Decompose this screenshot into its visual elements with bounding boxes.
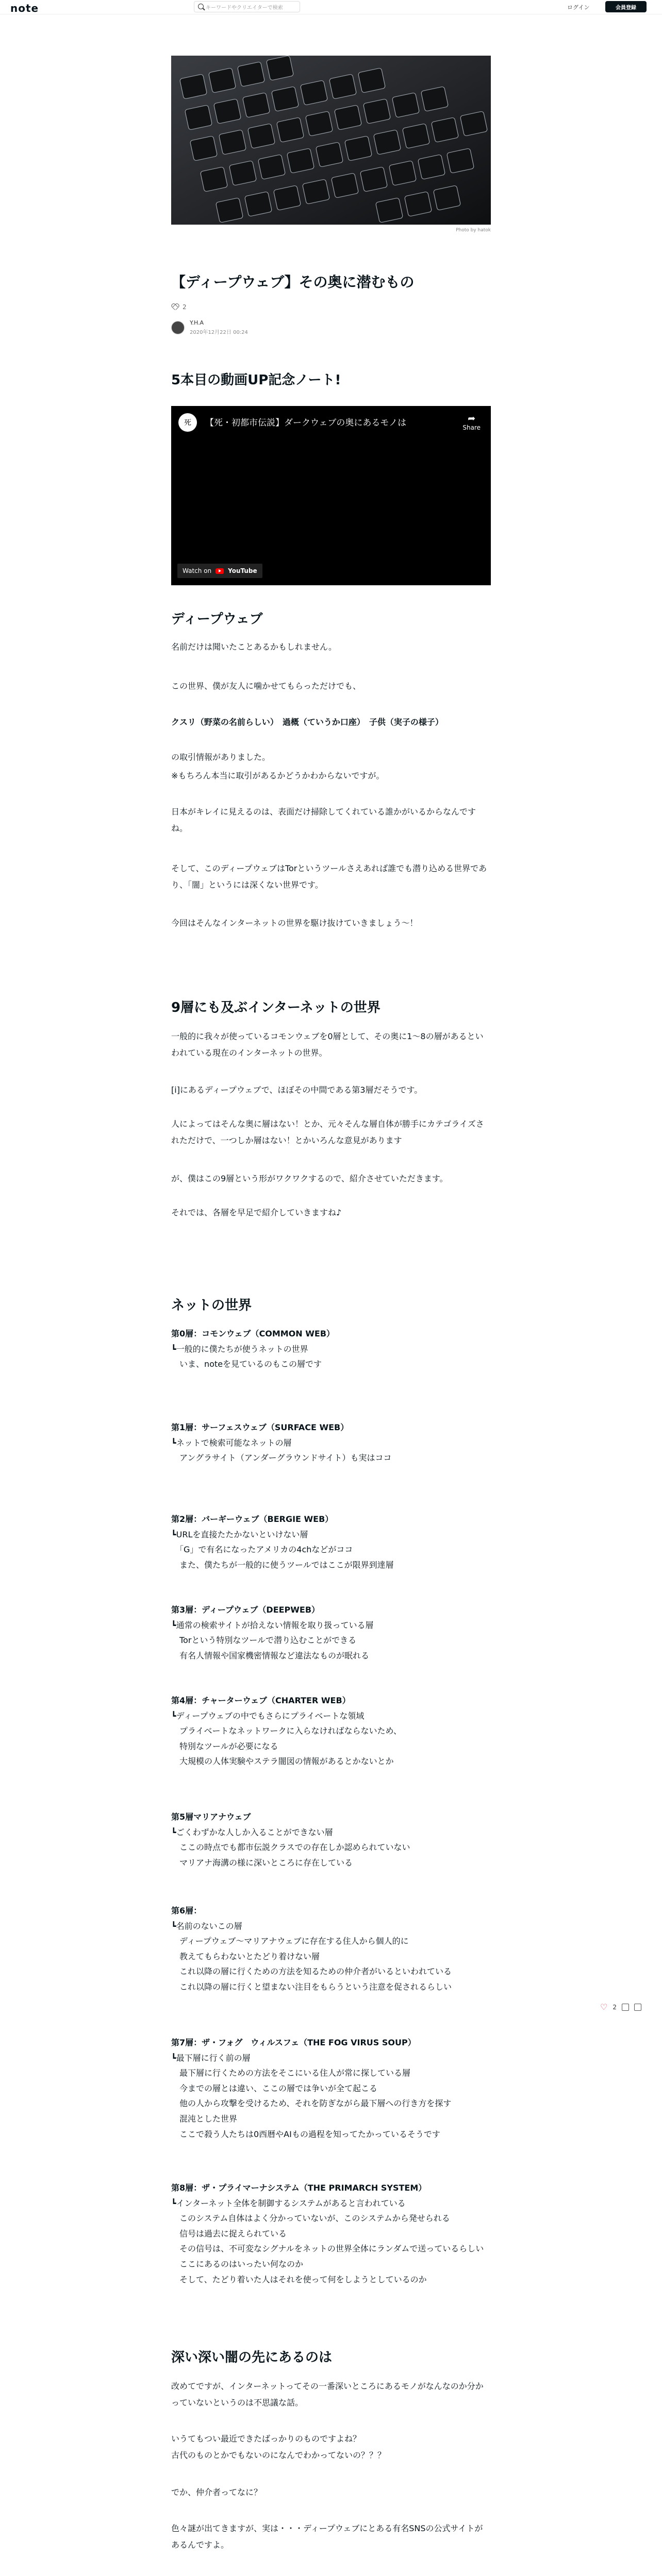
share-icon: ➦ <box>468 413 476 424</box>
layer-block <box>171 1809 491 1870</box>
layer-title: 第3層：ディープウェブ（DEEPWEB） <box>171 1605 320 1615</box>
layer-line: その信号は、不可変なシグナルをネットの世界全体にランダムで送っているらしい <box>171 2244 484 2254</box>
layer-line: 大規模の人体実験やステラ闇図の情報があるとかないとか <box>171 1756 394 1767</box>
login-link[interactable]: ログイン <box>567 4 590 11</box>
paragraph: クスリ（野菜の名前らしい） 過概（ていうか口座） 子供（実子の様子） <box>171 717 443 727</box>
paragraph: 今回はそんなインターネットの世界を駆け抜けていきましょう〜！ <box>171 918 418 928</box>
layer-line: ┗通常の検索サイトが拾えない情報を取り扱っている層 <box>171 1620 374 1630</box>
layer-block <box>171 1903 491 1995</box>
like-count[interactable]: 2 <box>613 2003 617 2011</box>
video-title[interactable]: 【死・初都市伝説】ダークウェブの奥にあるモノは <box>205 418 407 428</box>
floating-actions <box>600 2002 641 2012</box>
author-block[interactable] <box>171 319 248 335</box>
layer-line: 最下層に行くための方法をそこにいる住人が常に探している層 <box>171 2068 411 2078</box>
section-heading: ディープウェブ <box>171 612 263 627</box>
layer-line: これ以降の層に行くと望まない注目をもらうという注意を促されるらしい <box>171 1981 452 1992</box>
layer-line: このシステム自体はよく分かっていないが、このシステムから発せられる <box>171 2213 450 2224</box>
avatar[interactable] <box>171 321 185 334</box>
paragraph: 人によってはそんな奥に層はない！とか、元々そんな層自体が勝手にカテゴライズされただけで、一つしか層はない！とかいろんな意見があります <box>171 1119 484 1145</box>
layer-line: 今までの層とは違い、ここの層では争いが全て起こる <box>171 2083 378 2093</box>
paragraph <box>171 2574 491 2576</box>
note-logo[interactable]: note <box>10 2 39 14</box>
section-heading: ネットの世界 <box>171 1298 252 1313</box>
youtube-label: YouTube <box>228 567 257 574</box>
layer-title: 第8層：ザ・プライマーナシステム（THE PRIMARCH SYSTEM） <box>171 2183 427 2193</box>
register-button[interactable]: 会員登録 <box>605 1 647 12</box>
layer-title: 第4層：チャーターウェブ（CHARTER WEB） <box>171 1696 351 1705</box>
heart-icon[interactable]: ♡ <box>600 2002 608 2012</box>
publish-date: 2020年12月22日 00:24 <box>190 330 248 335</box>
share-label: Share <box>462 424 481 431</box>
heart-icon[interactable] <box>171 304 178 310</box>
like-row <box>171 303 187 311</box>
layer-line: また、僕たちが一般的に使うツールではここが限界到達層 <box>171 1560 394 1570</box>
layer-line: プライベートなネットワークに入らなければならないため、 <box>171 1726 402 1736</box>
layer-block <box>171 1326 491 1372</box>
layer-line: ここの時点でも都市伝説クラスでの存在しか認められていない <box>171 1842 410 1853</box>
paragraph: 改めてですが、インターネットってその一番深いところにあるモノがなんなのか分かっていないというのは不思議な話。 <box>171 2381 484 2408</box>
layer-title: 第0層：コモンウェブ（COMMON WEB） <box>171 1329 335 1338</box>
layer-line: 教えてもらわないとたどり着けない層 <box>171 1951 320 1961</box>
layer-line: いま、noteを見ているのもこの層です <box>171 1359 322 1369</box>
layer-line: 他の人から攻撃を受けるため、それを防ぎながら最下層への行き方を探す <box>171 2098 452 2109</box>
layer-line: ┗最下層に行く前の層 <box>171 2053 251 2063</box>
layer-line: マリアナ海溝の様に深いところに存在している <box>171 1857 353 1868</box>
section-heading: 深い深い闇の先にあるのは <box>171 2350 333 2365</box>
layer-line: ┗ごくわずかな人しか入ることができない層 <box>171 1827 333 1837</box>
layer-block <box>171 2180 491 2287</box>
paragraph: そして、このディープウェブはTorというツールさえあれば誰でも潜り込める世界であり、「闇」というには深くない世界です。 <box>171 863 487 890</box>
paragraph: が、僕はこの9層という形がワクワクするので、紹介させていただきます。 <box>171 1174 448 1183</box>
article-title: 【ディープウェブ】その奥に潜むもの <box>171 274 415 291</box>
paragraph: [i]にあるディープウェブで、ほぼその中間である第3層だそうです。 <box>171 1085 423 1095</box>
paragraph: いうてもつい最近できたばっかりのものですよね？ <box>171 2434 361 2444</box>
search-placeholder: キーワードやクリエイターで検索 <box>206 5 283 11</box>
layer-line: 有名人情報や国家機密情報など違法なものが眠れる <box>171 1650 370 1660</box>
layer-line: ここで殺う人たちは0西暦やAIもの過程を知ってたかっているそうです <box>171 2129 440 2139</box>
paragraph: 名前だけは聞いたことあるかもしれません。 <box>171 642 337 652</box>
paragraph: 色々謎が出てきますが、実は・・・ディープウェブにとある有名SNSの公式サイトがあるんですよ。 <box>171 2523 483 2550</box>
share-button[interactable] <box>462 413 481 431</box>
layer-title: 第1層：サーフェスウェブ（SURFACE WEB） <box>171 1422 349 1432</box>
layer-line: そして、たどり着いた人はそれを使って何をしようとしているのか <box>171 2274 427 2284</box>
layer-line: ディープウェブ〜マリアナウェブに存在する住人から個人的に <box>171 1936 409 1946</box>
like-count[interactable]: 2 <box>183 303 187 311</box>
paragraph: の取引情報がありました。 <box>171 752 271 762</box>
layer-line: Torという特別なツールで潜り込むことができる <box>171 1635 357 1646</box>
layer-title: 第6層： <box>171 1906 202 1916</box>
layer-line: ┗名前のないこの層 <box>171 1921 242 1931</box>
layer-line: ┗ネットで検索可能なネットの層 <box>171 1437 292 1448</box>
keyboard-photo <box>171 56 491 225</box>
paragraph: この世界、僕が友人に噛かせてもらっただけでも、 <box>171 681 361 691</box>
watch-on-youtube-button[interactable] <box>177 564 262 578</box>
search-icon <box>198 4 204 9</box>
youtube-icon <box>216 568 224 574</box>
layer-line: ここにあるのはいったい何なのか <box>171 2259 304 2269</box>
layer-line: 混沌とした世界 <box>171 2113 238 2124</box>
layer-block <box>171 1420 491 1466</box>
layer-title: 第2層：バーギーウェブ（BERGIE WEB） <box>171 1514 334 1524</box>
section-heading: 9層にも及ぶインターネットの世界 <box>171 1000 380 1015</box>
layer-line: ┗一般的に僕たちが使うネットの世界 <box>171 1344 308 1354</box>
share-icon[interactable] <box>634 2004 641 2011</box>
paragraph: 日本がキレイに見えるのは、表面だけ掃除してくれている誰かがいるからなんですね。 <box>171 807 476 833</box>
search-input[interactable] <box>194 1 300 12</box>
channel-icon[interactable]: 死 <box>178 413 197 432</box>
paragraph: 一般的に我々が使っているコモンウェブを0層として、その奥に1〜8の層があるといわれている現在のインターネットの世界。 <box>171 1031 484 1058</box>
layer-line: 特別なツールが必要になる <box>171 1741 278 1751</box>
layer-title: 第5層マリアナウェブ <box>171 1812 251 1822</box>
hero-image <box>171 56 491 225</box>
watch-on-label: Watch on <box>183 567 212 574</box>
bookmark-icon[interactable] <box>622 2004 629 2011</box>
paragraph: 古代のものとかでもないのになんでわかってないの？？？ <box>171 2450 386 2460</box>
youtube-embed[interactable] <box>171 406 491 585</box>
layer-block <box>171 1602 491 1663</box>
layer-line: ┗ディープウェブの中でもさらにプライベートな領域 <box>171 1710 365 1721</box>
paragraph: でか、仲介者ってなに？ <box>171 2487 262 2497</box>
top-header <box>0 0 662 14</box>
layer-title: 第7層：ザ・フォグ ウィルスフェ（THE FOG VIRUS SOUP） <box>171 2038 416 2047</box>
section-heading: 5本目の動画UP記念ノート! <box>171 372 341 388</box>
layer-line: 「G」で有名になったアメリカの4chなどがココ <box>171 1545 353 1555</box>
paragraph: それでは、各層を早足で紹介していきますね♪ <box>171 1208 342 1217</box>
layer-line: ┗インターネット全体を制御するシステムがあると言われている <box>171 2198 406 2208</box>
layer-line: 信号は過去に捉えられている <box>171 2228 287 2239</box>
layer-block <box>171 1512 491 1572</box>
layer-block <box>171 1693 491 1769</box>
author-name[interactable]: Y.H.A <box>190 319 204 326</box>
layer-line: これ以降の層に行くための方法を知るための仲介者がいるといわれている <box>171 1967 452 1977</box>
layer-block <box>171 2035 491 2142</box>
photo-credit: Photo by hatok <box>456 228 491 233</box>
layer-line: ┗URLを直接たたかないといけない層 <box>171 1529 308 1539</box>
paragraph: ※もちろん本当に取引があるかどうかわからないですが。 <box>171 771 385 781</box>
layer-line: アングラサイト（アンダーグラウンドサイト）も実はココ <box>171 1453 392 1463</box>
